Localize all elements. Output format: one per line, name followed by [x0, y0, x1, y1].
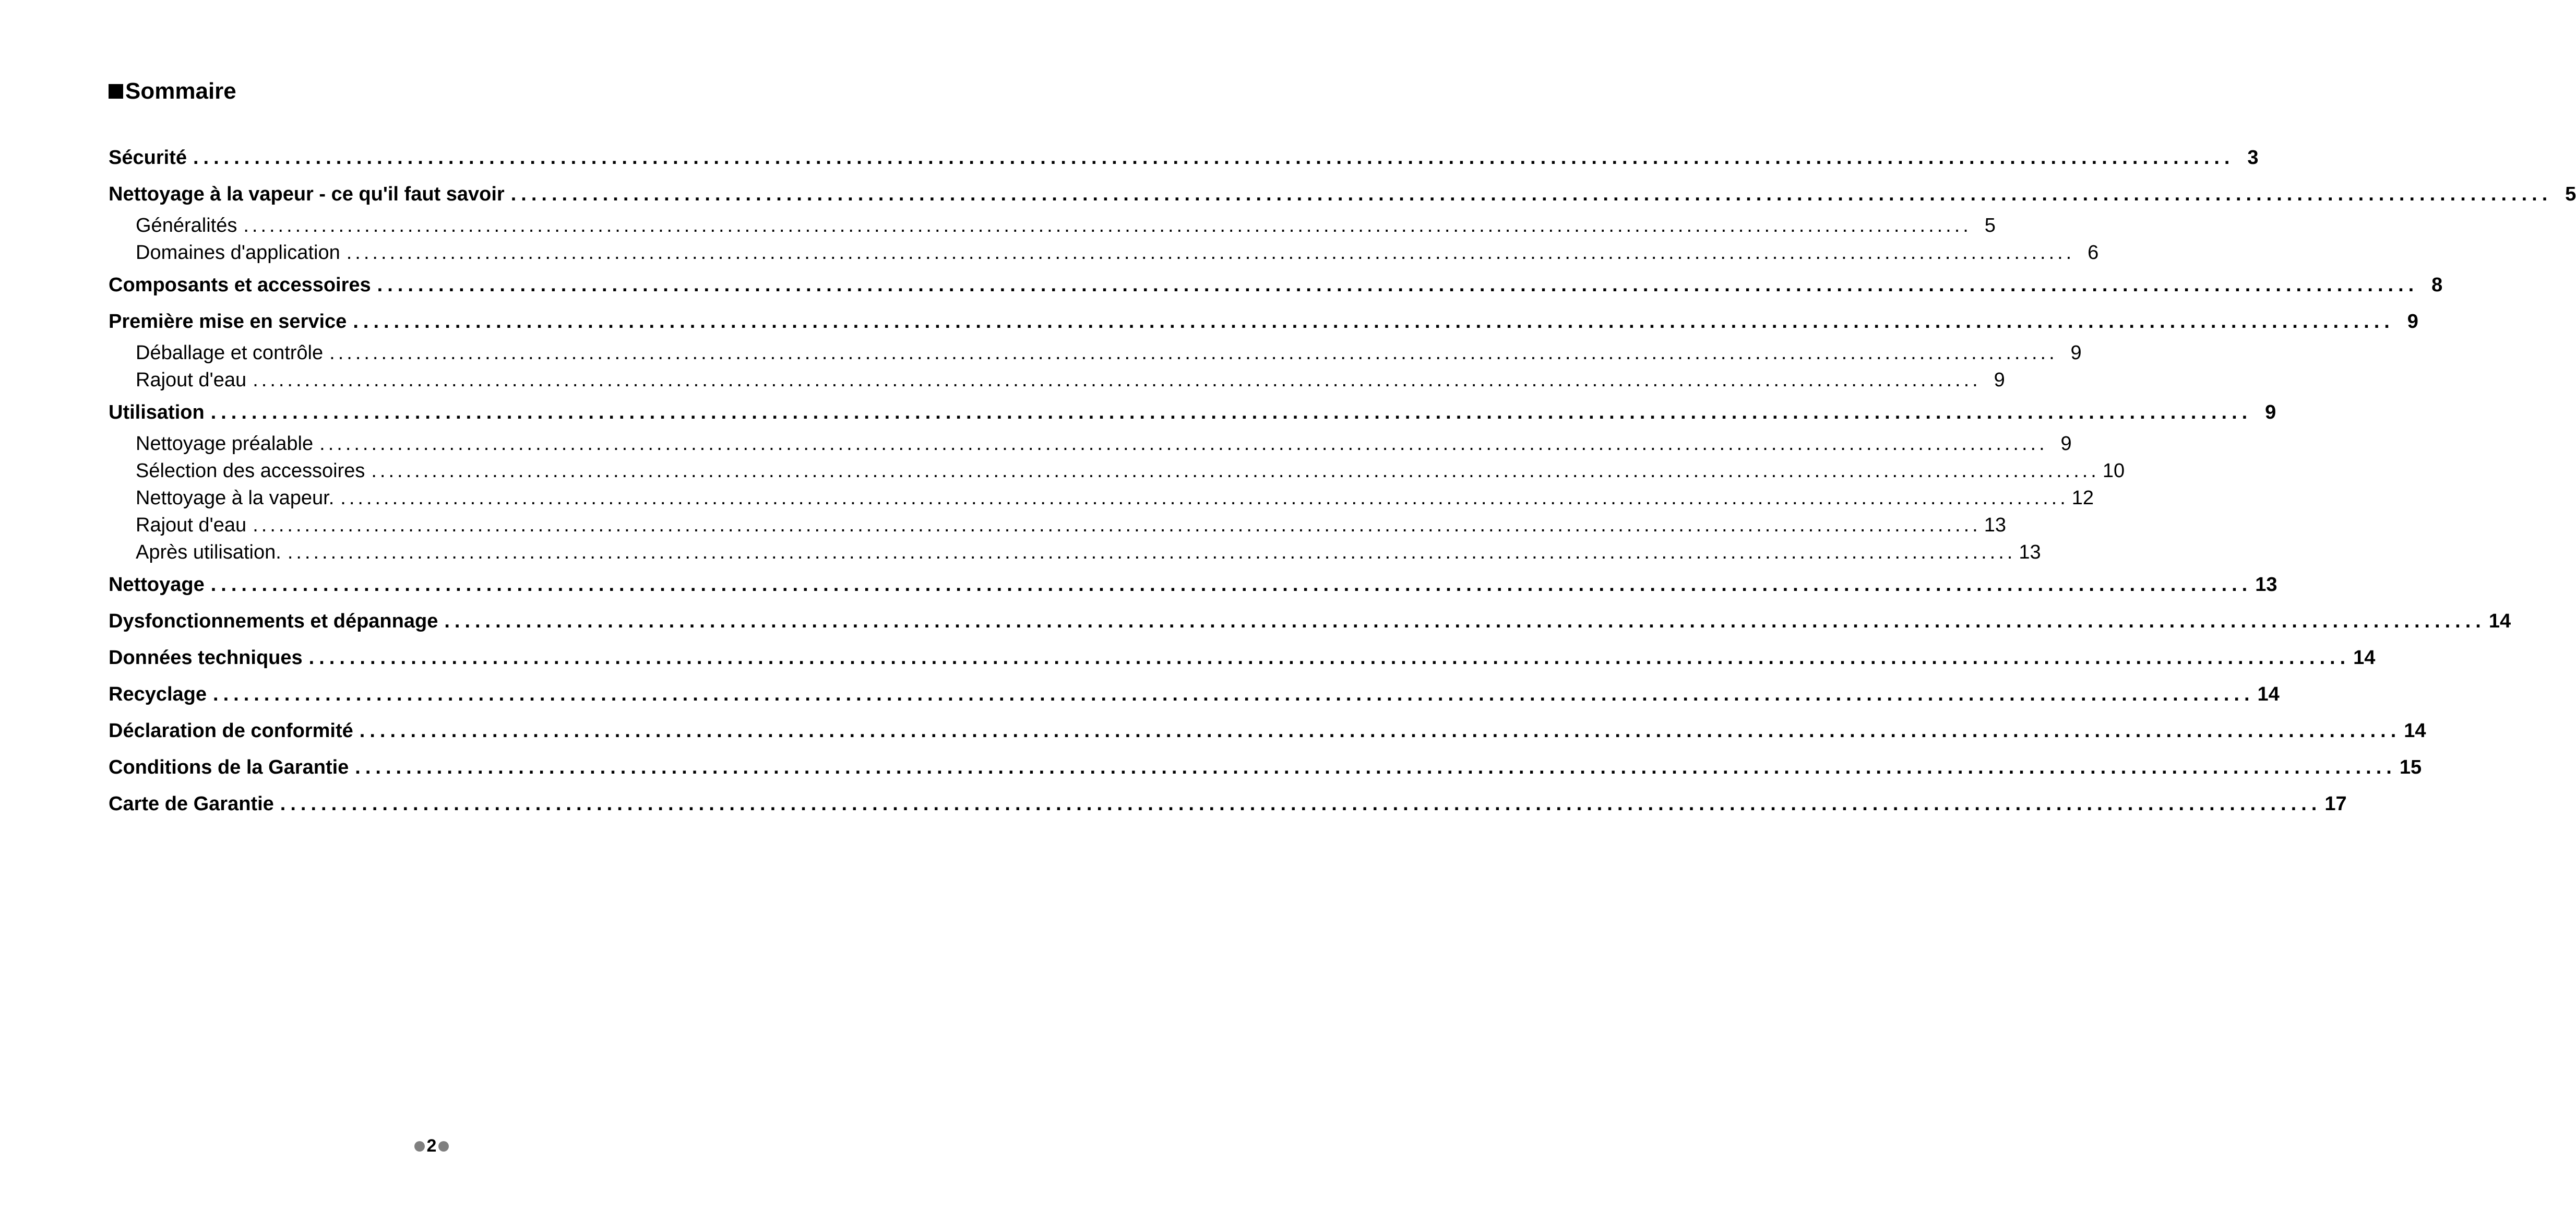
toc-entry-label: Domaines d'application	[136, 242, 340, 264]
toc-entry-label: Sélection des accessoires	[136, 460, 365, 482]
dot-leader: ........................................................................................................................................................................................................	[355, 756, 2396, 778]
toc-entry-page: 12	[2071, 487, 2094, 509]
toc-entry-label: Utilisation	[109, 401, 205, 423]
toc-entry-label: Recyclage	[109, 683, 207, 705]
toc-entry-label: Rajout d'eau	[136, 369, 247, 391]
toc-entry-page: 13	[2019, 541, 2041, 563]
toc-entry	[109, 752, 2422, 785]
toc-entry-page: 5	[1984, 215, 1996, 236]
toc-entry-label: Carte de Garantie	[109, 793, 274, 815]
toc-entry-label: Rajout d'eau	[136, 514, 247, 536]
toc-entry-label: Sécurité	[109, 147, 187, 169]
toc-entry-page: 3	[2247, 147, 2259, 169]
dot-leader: ........................................................................................................................................................................................................	[308, 647, 2351, 669]
toc-entry	[109, 679, 2280, 712]
toc-entry-page: 9	[2070, 342, 2082, 364]
toc-entry	[109, 788, 2347, 822]
toc-entry-page: 14	[2353, 647, 2376, 669]
toc-entry-label: Nettoyage	[109, 574, 205, 596]
toc-entry-label: Première mise en service	[109, 311, 347, 333]
page-title-text: Sommaire	[125, 78, 236, 104]
toc-entry-page: 14	[2257, 683, 2280, 705]
dot-leader: ........................................................................................................................................................................................................	[210, 574, 2252, 596]
dot-leader: ........................................................................................................................................................................................................	[329, 342, 2058, 364]
dot-leader: ........................................................................................................................................................................................................	[253, 514, 1981, 536]
toc-subentry	[109, 512, 2007, 539]
toc-entry	[109, 142, 2259, 175]
dot-leader: ........................................................................................................................................................................................................	[444, 610, 2486, 632]
toc-entry-label: Dysfonctionnements et dépannage	[109, 610, 438, 632]
toc-entry-page: 5	[2565, 183, 2576, 205]
toc-entry	[109, 269, 2443, 303]
toc-entry-label: Déclaration de conformité	[109, 720, 353, 742]
dot-leader: ........................................................................................................................................................................................................	[319, 433, 2048, 455]
toc-entry-page: 14	[2488, 610, 2511, 632]
table-of-contents	[109, 139, 2576, 822]
dot-leader: ........................................................................................................................................................................................................	[243, 215, 1972, 236]
toc-entry-page: 9	[2407, 311, 2418, 333]
toc-subentry	[109, 239, 2099, 266]
dot-leader: ........................................................................................................................................................................................................	[210, 401, 2252, 423]
toc-subentry	[109, 484, 2094, 512]
toc-entry-page: 9	[1994, 369, 2005, 391]
square-bullet-icon	[109, 84, 123, 99]
dot-leader: ........................................................................................................................................................................................................	[510, 183, 2553, 205]
toc-entry	[109, 306, 2418, 339]
toc-subentry	[109, 430, 2072, 457]
dot-icon	[414, 1141, 425, 1152]
page-footer	[0, 1136, 863, 1156]
toc-entry-label: Généralités	[136, 215, 237, 236]
toc-subentry	[109, 339, 2082, 366]
dot-icon	[438, 1141, 449, 1152]
toc-subentry	[109, 539, 2041, 566]
toc-entry-label: Nettoyage préalable	[136, 433, 314, 455]
dot-leader: ........................................................................................................................................................................................................	[340, 487, 2069, 509]
dot-leader: ........................................................................................................................................................................................................	[287, 541, 2016, 563]
toc-entry-label: Données techniques	[109, 647, 303, 669]
toc-entry-label: Composants et accessoires	[109, 274, 371, 296]
toc-entry	[109, 397, 2276, 430]
dot-leader: ........................................................................................................................................................................................................	[280, 793, 2322, 815]
toc-entry-page: 17	[2324, 793, 2347, 815]
toc-subentry	[109, 366, 2005, 394]
toc-entry	[109, 642, 2376, 675]
dot-leader: ........................................................................................................................................................................................................	[346, 242, 2075, 264]
toc-entry	[109, 569, 2277, 602]
dot-leader: ........................................................................................................................................................................................................	[353, 311, 2394, 333]
toc-entry-page: 13	[2255, 574, 2277, 596]
toc-entry-page: 6	[2088, 242, 2099, 264]
toc-entry	[109, 606, 2511, 639]
page-title	[109, 78, 236, 104]
toc-entry-page: 13	[1984, 514, 2007, 536]
toc-entry-label: Nettoyage à la vapeur - ce qu'il faut savoir	[109, 183, 505, 205]
page-number: 2	[426, 1136, 437, 1156]
dot-leader: ........................................................................................................................................................................................................	[193, 147, 2235, 169]
toc-entry-page: 10	[2102, 460, 2125, 482]
toc-entry-label: Conditions de la Garantie	[109, 756, 349, 778]
dot-leader: ........................................................................................................................................................................................................	[253, 369, 1981, 391]
toc-entry-page: 9	[2265, 401, 2276, 423]
toc-entry-label: Déballage et contrôle	[136, 342, 324, 364]
toc-subentry	[109, 212, 1996, 239]
dot-leader: ........................................................................................................................................................................................................	[213, 683, 2255, 705]
toc-subentry	[109, 457, 2125, 484]
toc-entry-page: 9	[2060, 433, 2072, 455]
toc-entry	[109, 179, 2576, 212]
dot-leader: ........................................................................................................................................................................................................	[371, 460, 2100, 482]
toc-entry-page: 14	[2404, 720, 2426, 742]
toc-entry-page: 15	[2399, 756, 2422, 778]
toc-entry-page: 8	[2431, 274, 2443, 296]
dot-leader: ........................................................................................................................................................................................................	[359, 720, 2401, 742]
toc-entry-label: Après utilisation.	[136, 541, 281, 563]
toc-entry	[109, 715, 2426, 749]
dot-leader: ........................................................................................................................................................................................................	[377, 274, 2419, 296]
toc-entry-label: Nettoyage à la vapeur.	[136, 487, 335, 509]
